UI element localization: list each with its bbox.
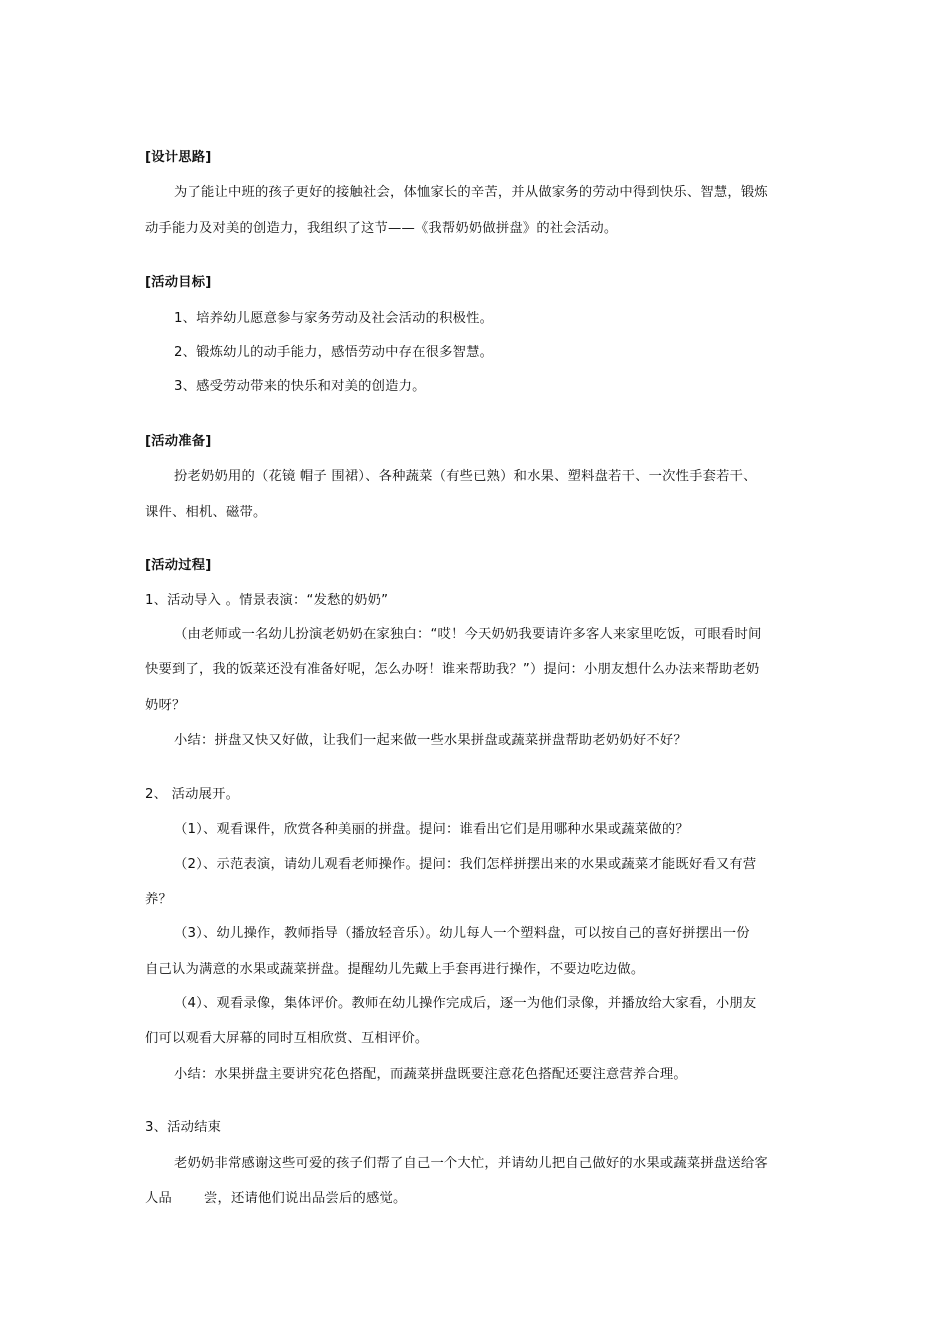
step1-line-2: 快要到了，我的饭菜还没有准备好呢，怎么办呀！谁来帮助我？”）提问：小朋友想什么办法来帮助老奶	[145, 662, 760, 677]
heading-goals: [活动目标]	[145, 275, 212, 290]
step2-line-2: （2）、示范表演，请幼儿观看老师操作。提问：我们怎样拼摆出来的水果或蔬菜才能既好看又有营	[174, 857, 757, 872]
step2-line-1: （1）、观看课件，欣赏各种美丽的拼盘。提问：谁看出它们是用哪种水果或蔬菜做的？	[174, 822, 689, 837]
step3-line-2-part-b: 尝，还请他们说出品尝后的感觉。	[204, 1191, 407, 1206]
step1-line-3: 奶呀？	[145, 698, 186, 713]
goal-item-3: 3、感受劳动带来的快乐和对美的创造力。	[174, 379, 426, 394]
step2-line-3: 养？	[145, 892, 172, 907]
step1-title: 1、活动导入 。情景表演：“发愁的奶奶”	[145, 593, 389, 608]
step2-line-6: （4）、观看录像，集体评价。教师在幼儿操作完成后，逐一为他们录像，并播放给大家看，小朋友	[174, 996, 757, 1011]
step2-line-7: 们可以观看大屏幕的同时互相欣赏、互相评价。	[145, 1031, 429, 1046]
goal-item-1: 1、培养幼儿愿意参与家务劳动及社会活动的积极性。	[174, 311, 494, 326]
step1-summary: 小结：拼盘又快又好做，让我们一起来做一些水果拼盘或蔬菜拼盘帮助老奶奶好不好？	[174, 733, 687, 748]
design-line-2: 动手能力及对美的创造力，我组织了这节——《我帮奶奶做拼盘》的社会活动。	[145, 221, 618, 236]
heading-process: [活动过程]	[145, 558, 212, 573]
heading-design: [设计思路]	[145, 150, 212, 165]
step3-line-1: 老奶奶非常感谢这些可爱的孩子们帮了自己一个大忙，并请幼儿把自己做好的水果或蔬菜拼盘送给客	[174, 1156, 768, 1171]
goal-item-2: 2、锻炼幼儿的动手能力，感悟劳动中存在很多智慧。	[174, 345, 494, 360]
step2-title: 2、 活动展开。	[145, 787, 240, 802]
design-line-1: 为了能让中班的孩子更好的接触社会，体恤家长的辛苦，并从做家务的劳动中得到快乐、智慧，锻炼	[174, 185, 768, 200]
prep-line-1: 扮老奶奶用的（花镜 帽子 围裙）、各种蔬菜（有些已熟）和水果、塑料盘若干、一次性手套若干、	[174, 469, 757, 484]
step2-line-5: 自己认为满意的水果或蔬菜拼盘。提醒幼儿先戴上手套再进行操作，不要边吃边做。	[145, 962, 645, 977]
step1-line-1: （由老师或一名幼儿扮演老奶奶在家独白：“哎！今天奶奶我要请许多客人来家里吃饭，可眼看时间	[174, 627, 762, 642]
step3-line-2-part-a: 人品	[145, 1191, 172, 1206]
prep-line-2: 课件、相机、磁带。	[145, 505, 267, 520]
step3-line-2	[145, 1189, 406, 1209]
step3-title: 3、活动结束	[145, 1120, 222, 1135]
heading-prep: [活动准备]	[145, 434, 212, 449]
step2-line-4: （3）、幼儿操作，教师指导（播放轻音乐）。幼儿每人一个塑料盘，可以按自己的喜好拼摆出一份	[174, 926, 750, 941]
step2-summary: 小结：水果拼盘主要讲究花色搭配，而蔬菜拼盘既要注意花色搭配还要注意营养合理。	[174, 1067, 687, 1082]
